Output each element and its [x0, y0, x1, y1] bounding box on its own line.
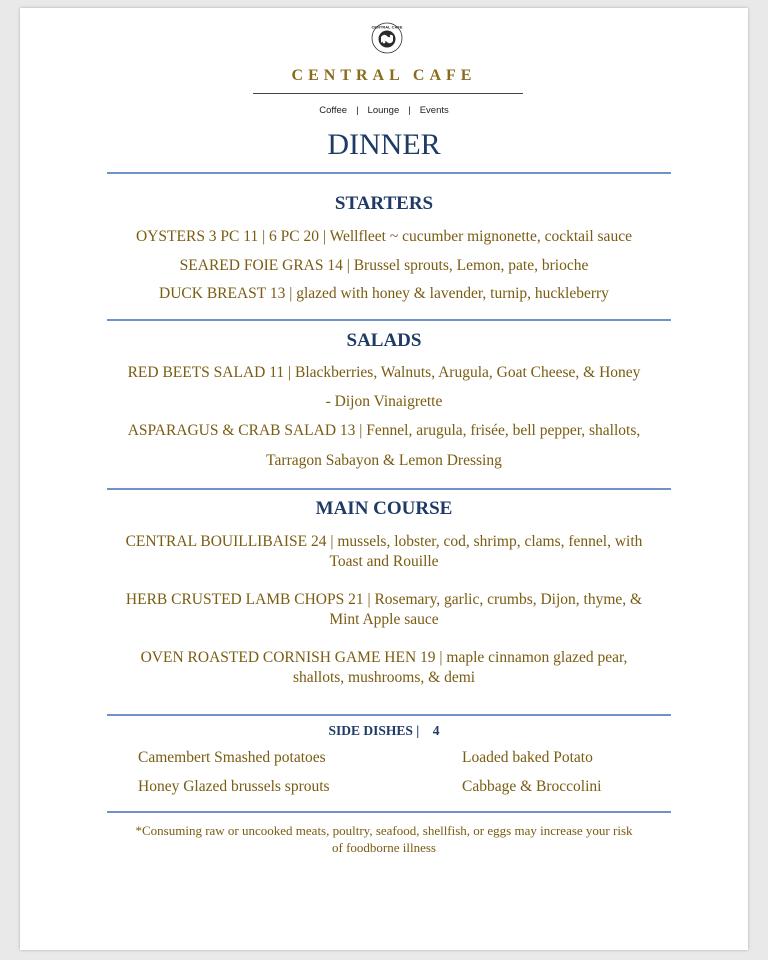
menu-page [20, 8, 748, 950]
notice-line: *Consuming raw or uncooked meats, poultry, seafood, shellfish, or eggs may increase your risk [135, 823, 633, 838]
brand-divider [253, 93, 523, 94]
main-course-title: MAIN COURSE [315, 498, 453, 519]
section-divider [107, 488, 671, 490]
main-course-item: Mint Apple sauce [329, 611, 439, 628]
salad-item: ASPARAGUS & CRAB SALAD 13 | Fennel, arugula, frisée, bell pepper, shallots, [127, 422, 641, 439]
tagline-separator: | [356, 105, 359, 116]
section-divider [107, 172, 671, 174]
side-dish-item: Cabbage & Broccolini [462, 778, 602, 795]
starters-title: STARTERS [334, 193, 434, 214]
notice-line: of foodborne illness [332, 840, 436, 855]
starter-item: SEARED FOIE GRAS 14 | Brussel sprouts, Lemon, pate, brioche [179, 257, 589, 274]
salad-item: RED BEETS SALAD 11 | Blackberries, Walnuts, Arugula, Goat Cheese, & Honey [127, 364, 641, 381]
section-divider [107, 714, 671, 716]
main-course-item: shallots, mushrooms, & demi [292, 669, 476, 686]
side-dishes-title: SIDE DISHES | 4 [328, 723, 440, 738]
starter-item: DUCK BREAST 13 | glazed with honey & lavender, turnip, huckleberry [159, 285, 609, 302]
brand-name: CENTRAL CAFE [291, 67, 477, 84]
main-course-item: CENTRAL BOUILLIBAISE 24 | mussels, lobster, cod, shrimp, clams, fennel, with [125, 533, 643, 550]
tagline-coffee: Coffee [319, 105, 348, 116]
side-dish-item: Loaded baked Potato [462, 749, 593, 766]
section-divider [107, 319, 671, 321]
cafe-logo-icon [371, 22, 403, 54]
salads-title: SALADS [346, 330, 422, 351]
main-course-item: Toast and Rouille [329, 553, 439, 570]
svg-text:CENTRAL CAFE: CENTRAL CAFE [371, 24, 403, 30]
salad-item: - Dijon Vinaigrette [325, 393, 443, 410]
page-title: DINNER [327, 128, 441, 161]
tagline [20, 105, 748, 116]
side-dish-item: Honey Glazed brussels sprouts [138, 778, 330, 795]
tagline-separator: | [408, 105, 411, 116]
salad-item: Tarragon Sabayon & Lemon Dressing [266, 452, 502, 469]
side-dish-item: Camembert Smashed potatoes [138, 749, 326, 766]
starter-item: OYSTERS 3 PC 11 | 6 PC 20 | Wellfleet ~ cucumber mignonette, cocktail sauce [136, 228, 632, 245]
tagline-events: Events [419, 105, 449, 116]
food-safety-notice [90, 822, 678, 856]
main-course-item: HERB CRUSTED LAMB CHOPS 21 | Rosemary, garlic, crumbs, Dijon, thyme, & [125, 591, 643, 608]
tagline-lounge: Lounge [367, 105, 400, 116]
section-divider [107, 811, 671, 813]
main-course-item: OVEN ROASTED CORNISH GAME HEN 19 | maple cinnamon glazed pear, [140, 649, 628, 666]
